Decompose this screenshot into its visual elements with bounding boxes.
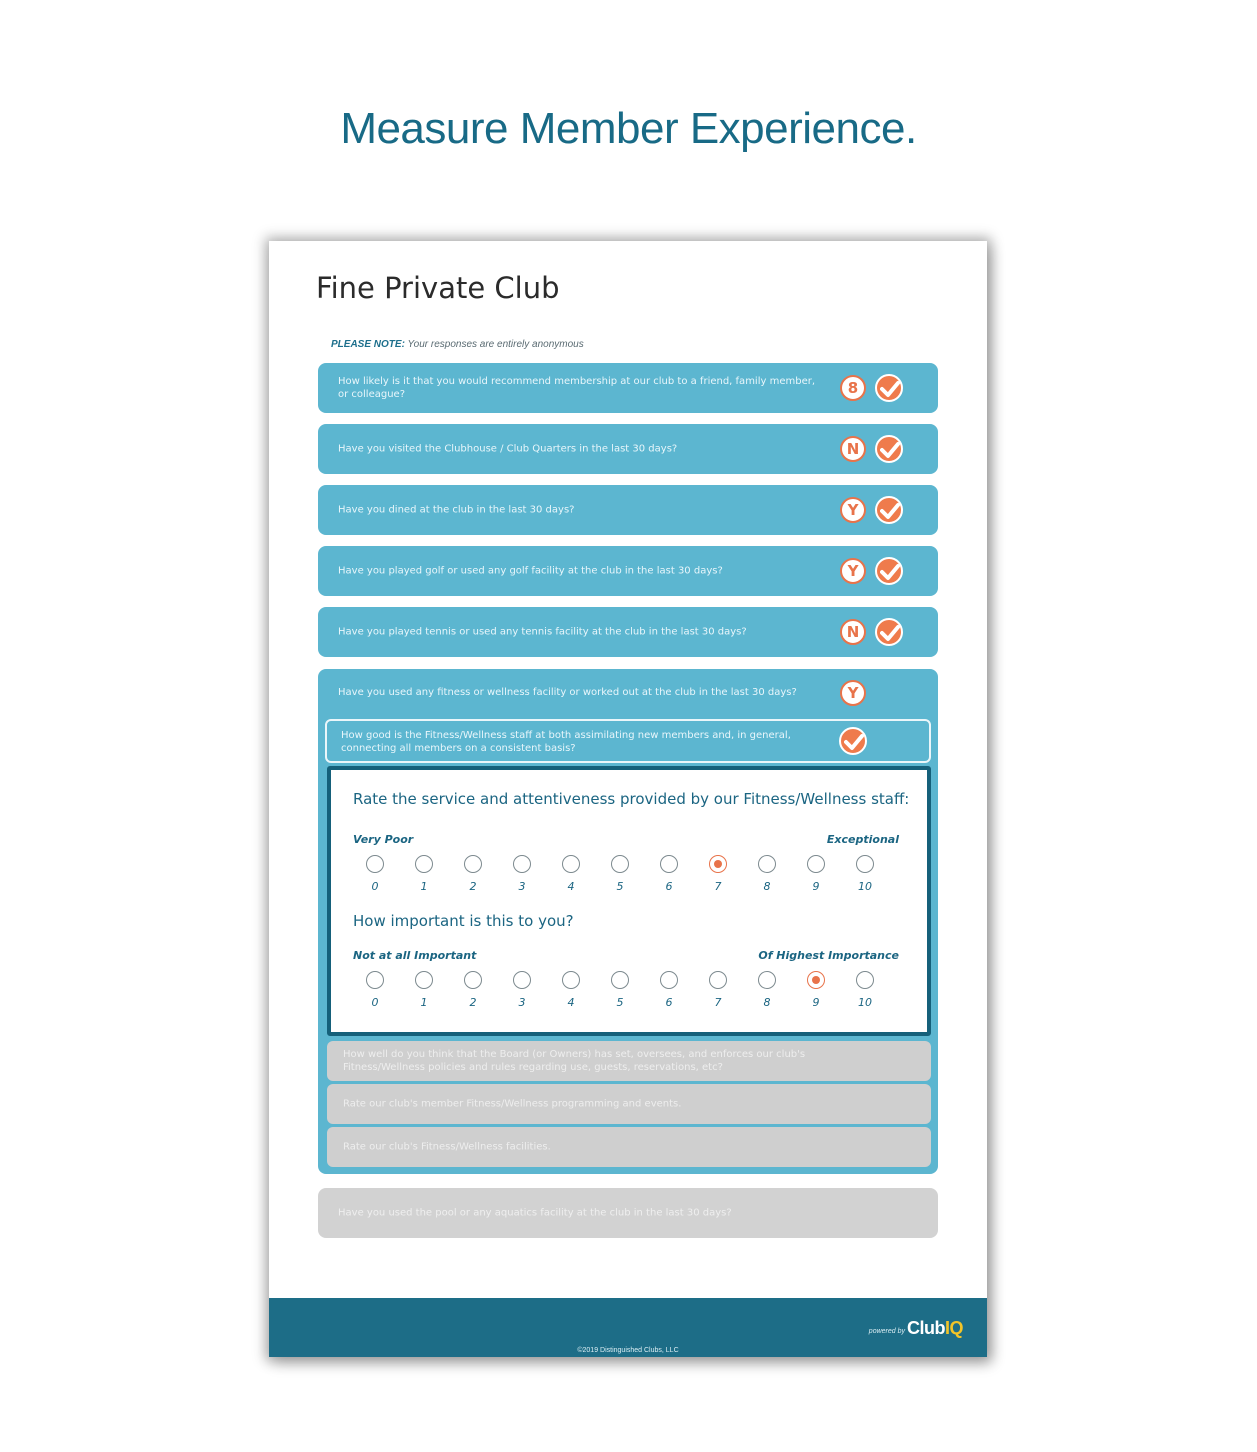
powered-by-label: powered by: [868, 1328, 905, 1335]
check-icon: [875, 496, 903, 524]
importance-low-label: Not at all Important: [353, 949, 477, 962]
importance-radio-4[interactable]: [562, 971, 580, 989]
question-text: Have you visited the Clubhouse / Club Quarters in the last 30 days?: [338, 443, 678, 455]
check-icon: [839, 727, 867, 755]
check-icon: [875, 435, 903, 463]
importance-scale-number: 4: [567, 996, 575, 1009]
importance-scale-number: 8: [763, 996, 771, 1009]
survey-sheet: [269, 241, 987, 1357]
answer-badge: Y: [840, 558, 866, 584]
importance-scale-number: 7: [714, 996, 722, 1009]
rating-scale-number: 6: [665, 880, 673, 893]
page-headline: Measure Member Experience.: [340, 104, 917, 153]
pending-question-text: Rate our club's member Fitness/Wellness programming and events.: [343, 1098, 682, 1110]
importance-radio-6[interactable]: [660, 971, 678, 989]
question-text: Have you used the pool or any aquatics facility at the club in the last 30 days?: [338, 1207, 732, 1219]
question-text: How likely is it that you would recommend membership at our club to a friend, family member, or colleague?: [338, 376, 816, 400]
sub-question-text: How good is the Fitness/Wellness staff at both assimilating new members and, in general, connecting all members on a consistent basis?: [341, 730, 791, 754]
importance-title: How important is this to you?: [353, 912, 574, 930]
rating-radio-2[interactable]: [464, 855, 482, 873]
importance-scale-number: 6: [665, 996, 673, 1009]
importance-radio-7[interactable]: [709, 971, 727, 989]
rating-scale-number: 10: [858, 880, 872, 893]
question-row-pool[interactable]: [318, 1188, 938, 1238]
rating-scale-number: 3: [518, 880, 526, 893]
importance-radio-1[interactable]: [415, 971, 433, 989]
question-text: Have you played golf or used any golf facility at the club in the last 30 days?: [338, 565, 723, 577]
rating-radio-3[interactable]: [513, 855, 531, 873]
rating-scale-number: 8: [763, 880, 771, 893]
importance-radio-2[interactable]: [464, 971, 482, 989]
note-text: Your responses are entirely anonymous: [407, 339, 584, 350]
rating-radio-9[interactable]: [807, 855, 825, 873]
question-text: Have you dined at the club in the last 30 days?: [338, 504, 575, 516]
rating-radio-8[interactable]: [758, 855, 776, 873]
question-row-golf[interactable]: [318, 546, 938, 596]
note-label: PLEASE NOTE:: [331, 339, 405, 350]
answer-badge: 8: [840, 375, 866, 401]
question-row-recommend[interactable]: [318, 363, 938, 413]
importance-radio-5[interactable]: [611, 971, 629, 989]
importance-scale-number: 3: [518, 996, 526, 1009]
pending-question-board[interactable]: [327, 1041, 931, 1081]
scale-low-label: Very Poor: [353, 833, 414, 846]
brand-iq: IQ: [944, 1318, 963, 1338]
answer-badge: N: [840, 619, 866, 645]
importance-radio-8[interactable]: [758, 971, 776, 989]
rating-title: Rate the service and attentiveness provided by our Fitness/Wellness staff:: [353, 790, 910, 808]
rating-scale-number: 2: [469, 880, 477, 893]
rating-scale-number: 7: [714, 880, 722, 893]
rating-radio-5[interactable]: [611, 855, 629, 873]
answer-badge: Y: [840, 497, 866, 523]
check-icon: [875, 618, 903, 646]
importance-scale-number: 2: [469, 996, 477, 1009]
rating-scale-number: 9: [812, 880, 820, 893]
rating-radio-6[interactable]: [660, 855, 678, 873]
importance-scale-number: 5: [616, 996, 624, 1009]
scale-high-label: Exceptional: [826, 833, 899, 846]
importance-radio-9[interactable]: [807, 971, 825, 989]
club-title: Fine Private Club: [316, 271, 560, 305]
rating-scale-number: 5: [616, 880, 624, 893]
importance-radio-10[interactable]: [856, 971, 874, 989]
pending-question-facilities[interactable]: [327, 1127, 931, 1167]
importance-scale-number: 0: [371, 996, 379, 1009]
importance-scale-number: 9: [812, 996, 820, 1009]
rating-scale-number: 4: [567, 880, 575, 893]
rating-scale-number: 0: [371, 880, 379, 893]
rating-scale-number: 1: [420, 880, 428, 893]
pending-question-text: How well do you think that the Board (or Owners) has set, oversees, and enforces our club's Fitness/Wellness policies and rules regarding use, guests, reservations, etc?: [343, 1049, 806, 1073]
rating-radio-7[interactable]: [709, 855, 727, 873]
rating-panel: [327, 766, 931, 1036]
copyright: ©2019 Distinguished Clubs, LLC: [577, 1347, 679, 1354]
check-icon: [875, 557, 903, 585]
brand-club: Club: [906, 1318, 945, 1338]
anonymity-note: [331, 339, 584, 350]
clubiq-logo: [907, 1318, 963, 1339]
survey-footer: [269, 1298, 987, 1357]
pending-question-text: Rate our club's Fitness/Wellness facilities.: [343, 1141, 551, 1153]
importance-radio-0[interactable]: [366, 971, 384, 989]
question-row-tennis[interactable]: [318, 607, 938, 657]
answer-badge: N: [840, 436, 866, 462]
rating-radio-1[interactable]: [415, 855, 433, 873]
rating-radio-4[interactable]: [562, 855, 580, 873]
rating-radio-10[interactable]: [856, 855, 874, 873]
question-row-dined[interactable]: [318, 485, 938, 535]
question-row-clubhouse[interactable]: [318, 424, 938, 474]
answer-badge: Y: [840, 680, 866, 706]
question-text: Have you played tennis or used any tennis facility at the club in the last 30 days?: [338, 626, 747, 638]
sub-question-staff[interactable]: [325, 719, 931, 763]
check-icon: [875, 374, 903, 402]
importance-scale-number: 10: [858, 996, 872, 1009]
importance-high-label: Of Highest Importance: [758, 949, 899, 962]
importance-radio-3[interactable]: [513, 971, 531, 989]
question-text: Have you used any fitness or wellness facility or worked out at the club in the last 30 days?: [338, 687, 797, 698]
rating-radio-0[interactable]: [366, 855, 384, 873]
importance-scale-number: 1: [420, 996, 428, 1009]
pending-question-programming[interactable]: [327, 1084, 931, 1124]
